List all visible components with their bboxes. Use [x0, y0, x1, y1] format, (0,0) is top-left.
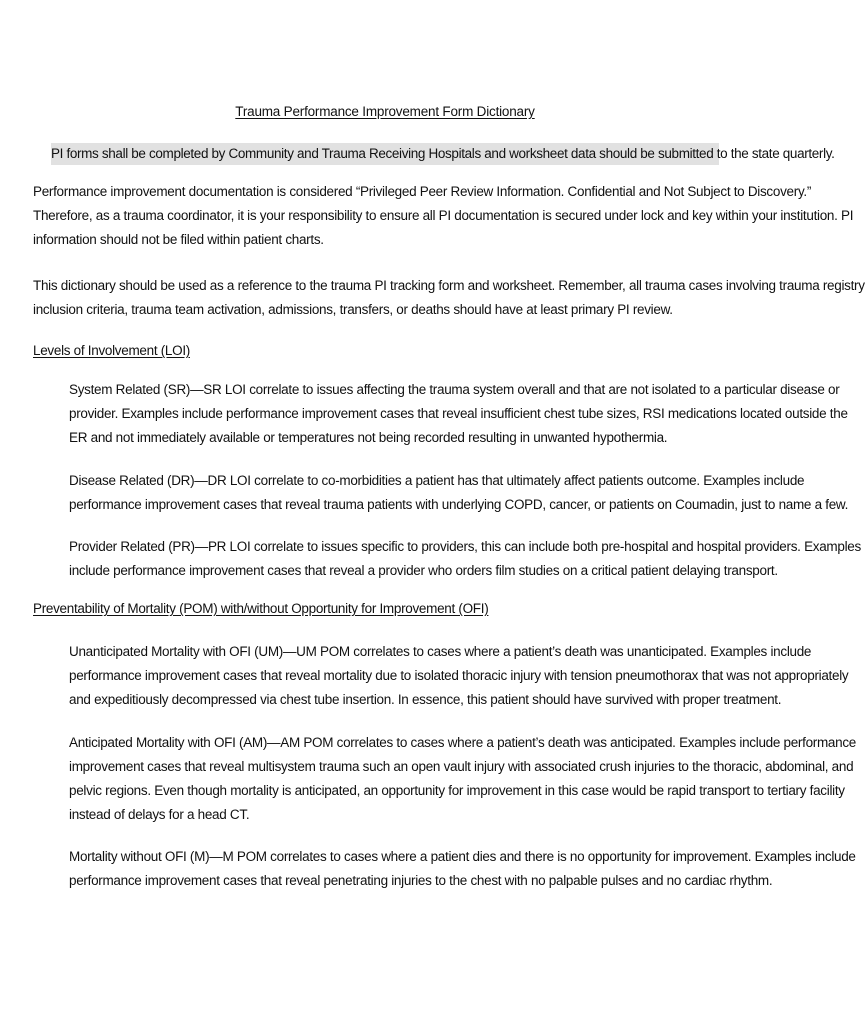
text-line: and expeditiously decompressed via chest tube insertion. In essence, this patient should have survived with proper treatment.: [69, 692, 782, 707]
loi-provider-related: [69, 535, 861, 583]
text-line: This dictionary should be used as a reference to the trauma PI tracking form and worksheet. Remember, all trauma cases involving trauma registry: [33, 278, 865, 293]
pom-unanticipated-mortality: [69, 640, 849, 712]
pom-anticipated-mortality: [69, 731, 857, 827]
text-line: pelvic regions. Even though mortality is anticipated, an opportunity for improvement in this case would be rapid transport to tertiary facility: [69, 783, 845, 798]
text-line: Therefore, as a trauma coordinator, it is your responsibility to ensure all PI documentation is secured under lock and key within your institution. PI: [33, 208, 854, 223]
text-line: ER and not immediately available or temperatures not being recorded resulting in unwanted hypothermia.: [69, 430, 668, 445]
text-line: Anticipated Mortality with OFI (AM)—AM POM correlates to cases where a patient’s death was anticipated. Examples include performance: [69, 735, 857, 750]
highlighted-notice: PI forms shall be completed by Community and Trauma Receiving Hospitals and worksheet data should be submitted to the state quarterly.: [51, 143, 719, 165]
text-line: Provider Related (PR)—PR LOI correlate to issues specific to providers, this can include both pre-hospital and hospital providers. Examples: [69, 539, 861, 554]
text-line: Mortality without OFI (M)—M POM correlates to cases where a patient dies and there is no opportunity for improvement. Examples include: [69, 849, 856, 864]
text-line: provider. Examples include performance improvement cases that reveal insufficient chest tube sizes, RSI medications located outside the: [69, 406, 848, 421]
intro-paragraph-reference: [33, 274, 865, 322]
text-line: performance improvement cases that reveal penetrating injuries to the chest with no palpable pulses and no cardiac rhythm.: [69, 873, 773, 888]
loi-disease-related: [69, 469, 849, 517]
text-line: inclusion criteria, trauma team activation, admissions, transfers, or deaths should have at least primary PI review.: [33, 302, 673, 317]
text-line: System Related (SR)—SR LOI correlate to issues affecting the trauma system overall and that are not isolated to a particular disease or: [69, 382, 840, 397]
pom-heading: Preventability of Mortality (POM) with/without Opportunity for Improvement (OFI): [33, 601, 489, 616]
text-line: instead of delays for a head CT.: [69, 807, 250, 822]
loi-heading: Levels of Involvement (LOI): [33, 343, 190, 358]
text-line: information should not be filed within patient charts.: [33, 232, 324, 247]
text-line: performance improvement cases that reveal trauma patients with underlying COPD, cancer, or patients on Coumadin, just to name a few.: [69, 497, 849, 512]
loi-system-related: [69, 378, 848, 450]
text-line: improvement cases that reveal multisystem trauma such an open vault injury with associated crush injuries to the thoracic, abdominal, and: [69, 759, 854, 774]
text-line: include performance improvement cases that reveal a provider who orders film studies on a critical patient delaying transport.: [69, 563, 778, 578]
text-line: Unanticipated Mortality with OFI (UM)—UM POM correlates to cases where a patient’s death was unanticipated. Examples include: [69, 644, 812, 659]
text-line: Performance improvement documentation is considered “Privileged Peer Review Information. Confidential and Not Subject to Discovery.”: [33, 184, 812, 199]
intro-paragraph-confidentiality: [33, 180, 854, 252]
text-line: Disease Related (DR)—DR LOI correlate to co-morbidities a patient has that ultimately affect patients outcome. Examples include: [69, 473, 805, 488]
document-title: Trauma Performance Improvement Form Dictionary: [235, 104, 535, 119]
text-line: performance improvement cases that reveal mortality due to isolated thoracic injury with tension pneumothorax that was not appropriately: [69, 668, 849, 683]
pom-mortality-without-ofi: [69, 845, 856, 893]
